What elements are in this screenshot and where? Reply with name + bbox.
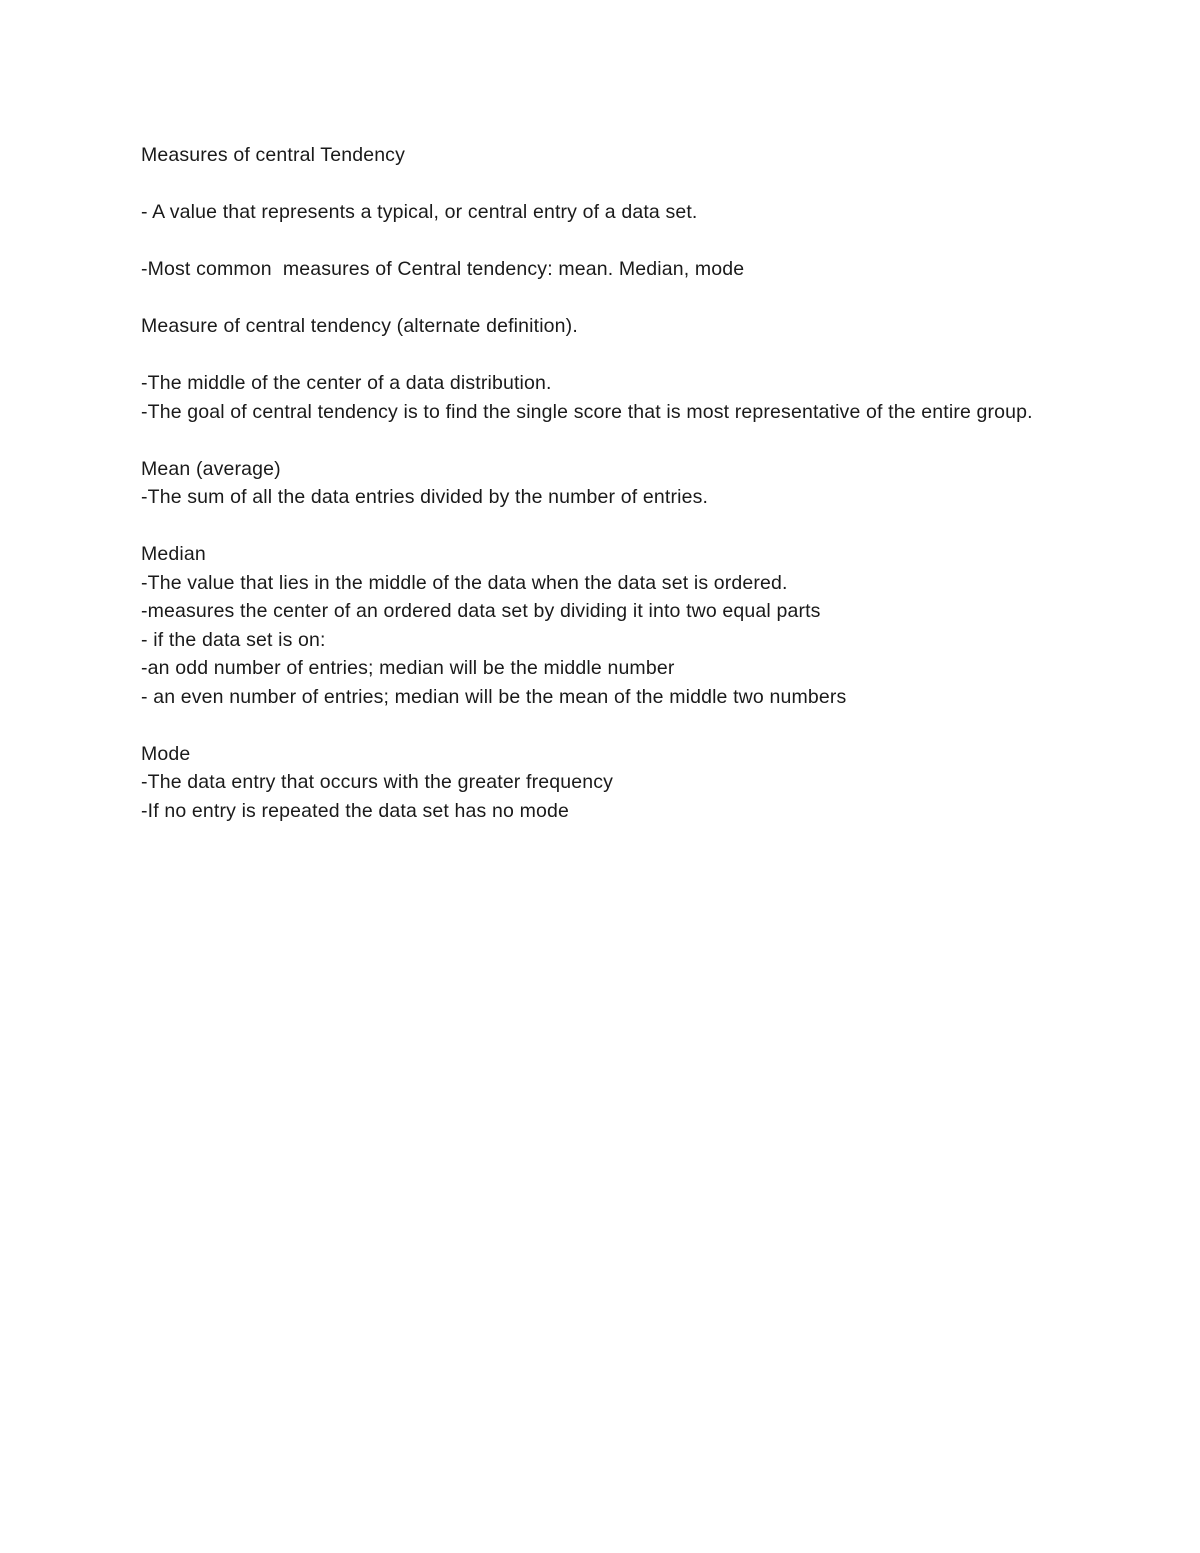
alternate-line: -The goal of central tendency is to find the single score that is most representative of the entire group. — [141, 400, 1033, 423]
median-line: - if the data set is on: — [141, 628, 326, 651]
mode-line: -The data entry that occurs with the greater frequency — [141, 771, 614, 793]
mean-line: -The sum of all the data entries divided by the number of entries. — [141, 486, 709, 508]
median-line: -an odd number of entries; median will be the middle number — [141, 657, 675, 679]
spacer — [141, 227, 1071, 256]
spacer — [141, 170, 1071, 199]
common-measures-line: -Most common measures of Central tendency: mean. Median, mode — [141, 258, 745, 280]
median-line: - an even number of entries; median will be the mean of the middle two numbers — [141, 685, 847, 708]
median-line: -The value that lies in the middle of the data when the data set is ordered. — [141, 571, 788, 594]
spacer — [141, 512, 1071, 541]
document-body — [141, 141, 1071, 825]
median-line: -measures the center of an ordered data set by dividing it into two equal parts — [141, 600, 821, 622]
mode-line: -If no entry is repeated the data set has no mode — [141, 799, 569, 822]
alternate-definition-heading: Measure of central tendency (alternate definition). — [141, 315, 578, 337]
spacer — [141, 711, 1071, 740]
spacer — [141, 426, 1071, 455]
alternate-line: -The middle of the center of a data distribution. — [141, 372, 552, 394]
median-heading: Median — [141, 543, 206, 565]
mode-heading: Mode — [141, 742, 191, 765]
document-title: Measures of central Tendency — [141, 144, 405, 166]
spacer — [141, 284, 1071, 313]
spacer — [141, 341, 1071, 370]
mean-heading: Mean (average) — [141, 457, 281, 480]
definition-line: - A value that represents a typical, or central entry of a data set. — [141, 201, 698, 223]
